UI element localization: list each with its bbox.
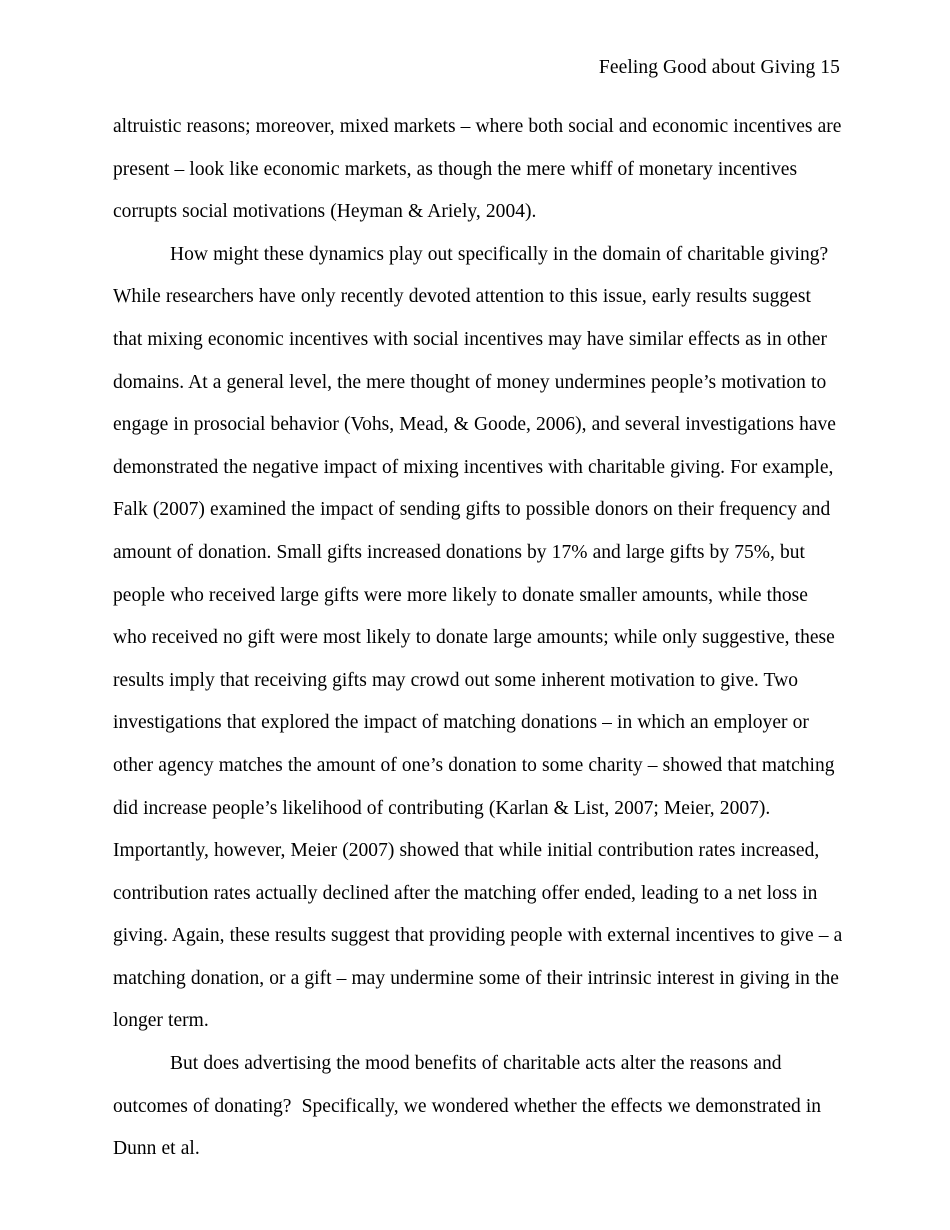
- running-head: Feeling Good about Giving 15: [598, 57, 840, 78]
- paragraph-1: altruistic reasons; moreover, mixed markets – where both social and economic incentives are present – look like economic markets, as though the mere whiff of monetary incentives corrupts social motivations (Heyman & Ariely, 2004).: [113, 116, 847, 223]
- body-text-column: [113, 106, 848, 1171]
- paragraph-2: How might these dynamics play out specifically in the domain of charitable giving? While researchers have only recently devoted attention to this issue, early results suggest that mixing economic incentives with social incentives may have similar effects as in other domains. At a general level, the mere thought of money undermines people’s motivation to engage in prosocial behavior (Vohs, Mead, & Goode, 2006), and several investigations have demonstrated the negative impact of mixing incentives with charitable giving. For example, Falk (2007) examined the impact of sending gifts to possible donors on their frequency and amount of donation. Small gifts increased donations by 17% and large gifts by 75%, but people who received large gifts were more likely to donate smaller amounts, while those who received no gift were most likely to donate large amounts; while only suggestive, these results imply that receiving gifts may crowd out some inherent motivation to give. Two investigations that explored the impact of matching donations – in which an employer or other agency matches the amount of one’s donation to some charity – showed that matching did increase people’s likelihood of contributing (Karlan & List, 2007; Meier, 2007). Importantly, however, Meier (2007) showed that while initial contribution rates increased, contribution rates actually declined after the matching offer ended, leading to a net loss in giving. Again, these results suggest that providing people with external incentives to give – a matching donation, or a gift – may undermine some of their intrinsic interest in giving in the longer term.: [113, 243, 848, 1032]
- paragraph-3: But does advertising the mood benefits of charitable acts alter the reasons and outcomes of donating? Specifically, we wondered whether the effects we demonstrated in Dunn et al.: [113, 1053, 827, 1160]
